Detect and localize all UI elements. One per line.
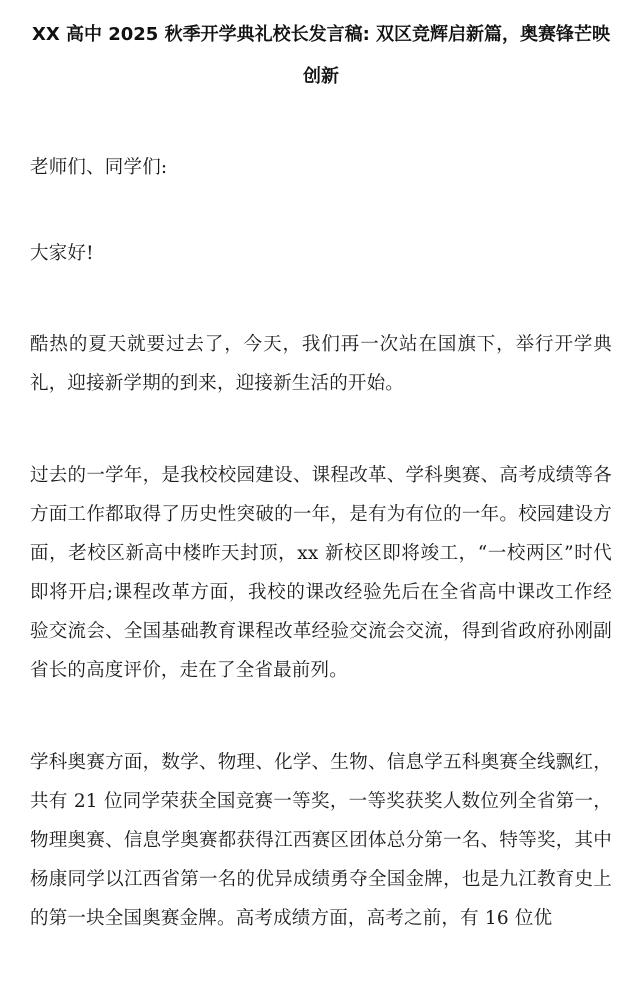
salutation-line: 大家好! (30, 243, 94, 264)
paragraph-achievements: 过去的一学年，是我校校园建设、课程改革、学科奥赛、高考成绩等各方面工作都取得了历史性突破的一年，是有为有位的一年。校园建设方面，老校区新高中楼昨天封顶，xx 新校区即将竣工，“一校两区”时代即将开启;课程改革方面，我校的课改经验先后在全省高中课改工作经验交流会、全国基础教育课程改革经验交流会交流，得到省政府孙刚副省长的高度评价，走在了全省最前列。 (30, 465, 612, 681)
document-title: XX 高中 2025 秋季开学典礼校长发言稿: 双区竞辉启新篇，奥赛锋芒映创新 (31, 24, 611, 87)
greeting-line: 老师们、同学们: (30, 157, 168, 178)
paragraph-olympiad: 学科奥赛方面，数学、物理、化学、生物、信息学五科奥赛全线飘红，共有 21 位同学荣获全国竞赛一等奖，一等奖获奖人数位列全省第一，物理奥赛、信息学奥赛都获得江西赛区团体总分第一名、特等奖，其中杨康同学以江西省第一名的优异成绩勇夺全国金牌，也是九江教育史上的第一块全国奥赛金牌。高考成绩方面，高考之前，有 16 位优 (30, 752, 612, 929)
paragraph-opening: 酷热的夏天就要过去了，今天，我们再一次站在国旗下，举行开学典礼，迎接新学期的到来，迎接新生活的开始。 (30, 334, 612, 394)
